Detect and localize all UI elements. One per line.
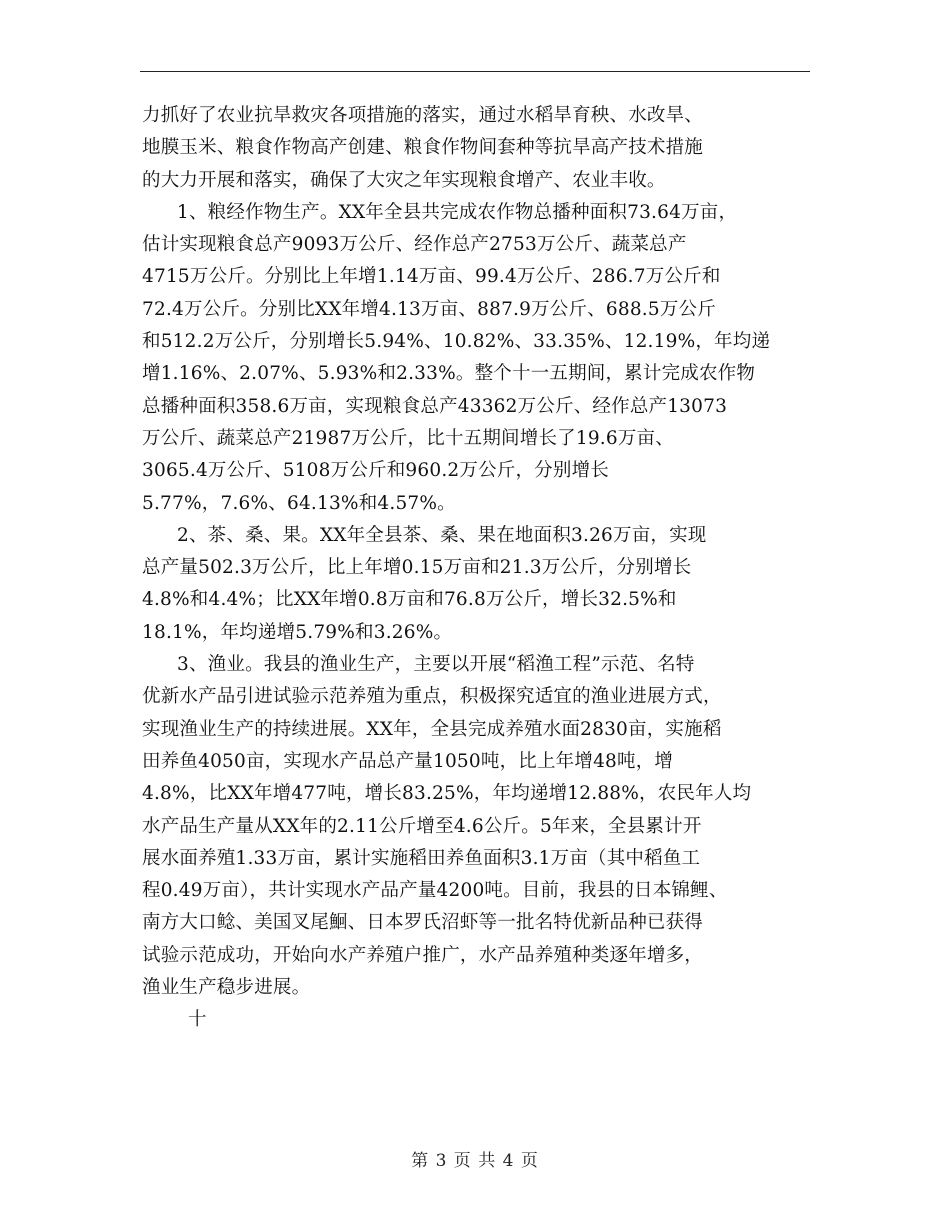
text-line: 3065.4万公斤、5108万公斤和960.2万公斤，分别增长	[142, 460, 609, 482]
text-line: 优新水产品引进试验示范养殖为重点，积极探究适宜的渔业进展方式，	[142, 686, 722, 708]
text-line: 增1.16%、2.07%、5.93%和2.33%。整个十一五期间，累计完成农作物	[142, 363, 756, 385]
text-line: 万公斤、蔬菜总产21987万公斤，比十五期间增长了19.6万亩、	[142, 427, 674, 449]
text-line: 水产品生产量从XX年的2.11公斤增至4.6公斤。5年来，全县累计开	[142, 815, 702, 837]
text-line: 程0.49万亩），共计实现水产品产量4200吨。目前，我县的日本锦鲤、	[142, 880, 728, 902]
body-text	[142, 100, 814, 1037]
text-line: 估计实现粮食总产9093万公斤、经作总产2753万公斤、蔬菜总产	[142, 234, 687, 256]
text-line: 南方大口鲶、美国叉尾鮰、日本罗氏沼虾等一批名特优新品种已获得	[142, 912, 704, 934]
section-number: 十	[188, 1009, 207, 1031]
page-number-footer: 第 3 页 共 4 页	[411, 1151, 539, 1171]
text-line: 72.4万公斤。分别比XX年增4.13万亩、887.9万公斤、688.5万公斤	[142, 298, 716, 320]
text-line: 地膜玉米、粮食作物高产创建、粮食作物间套种等抗旱高产技术措施	[142, 137, 704, 159]
text-line: 渔业生产稳步进展。	[142, 977, 311, 999]
text-line: 田养鱼4050亩，实现水产品总产量1050吨，比上年增48吨，增	[142, 750, 674, 772]
header-rule	[140, 71, 810, 72]
text-line: 4715万公斤。分别比上年增1.14万亩、99.4万公斤、286.7万公斤和	[142, 266, 721, 288]
text-line: 和512.2万公斤，分别增长5.94%、10.82%、33.35%、12.19%，年均递	[142, 331, 771, 353]
text-line: 4.8%，比XX年增477吨，增长83.25%，年均递增12.88%，农民年人均	[142, 783, 752, 805]
paragraph-start: 3、渔业。我县的渔业生产，主要以开展“稻渔工程”示范、名特	[177, 654, 695, 676]
text-line: 力抓好了农业抗旱救灾各项措施的落实，通过水稻旱育秧、水改旱、	[142, 105, 704, 126]
text-line: 5.77%，7.6%、64.13%和4.57%。	[142, 492, 456, 514]
paragraph-start: 1、粮经作物生产。XX年全县共完成农作物总播种面积73.64万亩，	[177, 201, 738, 223]
text-line: 18.1%，年均递增5.79%和3.26%。	[142, 621, 453, 643]
text-line: 总产量502.3万公斤，比上年增0.15万亩和21.3万公斤，分别增长	[142, 557, 692, 579]
text-line: 实现渔业生产的持续进展。XX年，全县完成养殖水面2830亩，实施稻	[142, 718, 722, 740]
paragraph-start: 2、茶、桑、果。XX年全县茶、桑、果在地面积3.26万亩，实现	[177, 524, 707, 546]
text-line: 试验示范成功，开始向水产养殖户推广，水产品养殖种类逐年增多，	[142, 944, 704, 966]
text-line: 展水面养殖1.33万亩，累计实施稻田养鱼面积3.1万亩（其中稻鱼工	[142, 847, 701, 869]
text-line: 总播种面积358.6万亩，实现粮食总产43362万公斤、经作总产13073	[142, 395, 728, 417]
text-line: 4.8%和4.4%；比XX年增0.8万亩和76.8万公斤，增长32.5%和	[142, 589, 677, 611]
text-line: 的大力开展和落实，确保了大灾之年实现粮食增产、农业丰收。	[142, 169, 666, 191]
